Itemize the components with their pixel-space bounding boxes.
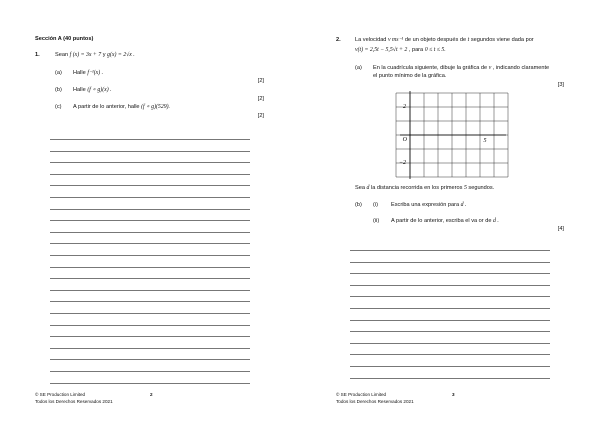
distance-text-c: segundos. [468, 185, 495, 191]
answer-line[interactable] [350, 285, 550, 286]
part-b-marks: [2] [257, 96, 264, 102]
function-f-definition: f (x) = 3x + 7 [69, 52, 102, 58]
answer-line[interactable] [350, 250, 550, 251]
answer-line[interactable] [50, 290, 250, 291]
q2-text-b: de un objeto después de [404, 37, 467, 43]
distance-d-symbol: d [366, 185, 370, 191]
answer-line[interactable] [50, 383, 250, 384]
answer-line[interactable] [50, 232, 250, 233]
answer-line[interactable] [50, 139, 250, 140]
page-number: 3 [452, 392, 455, 397]
time-domain: 0 ≤ t ≤ 5. [424, 47, 446, 53]
answer-line[interactable] [50, 151, 250, 152]
answer-line[interactable] [50, 243, 250, 244]
answer-line[interactable] [50, 325, 250, 326]
q2-part-b-label: (b) [355, 202, 362, 208]
right-page [300, 0, 600, 424]
answer-line[interactable] [50, 301, 250, 302]
part-b-math: (f ∘ g)(x) . [87, 87, 112, 93]
part-a-marks: [2] [257, 78, 264, 84]
q2-part-b-i-label: (i) [373, 202, 378, 208]
footer-rights: Todos los Derechos Reservados 2021 [336, 399, 414, 404]
q2-part-a-line1 [373, 65, 549, 72]
q2b-ii-instruction: A partir de lo anterior, escriba el va or de [391, 218, 492, 224]
part-b-label: (b) [55, 87, 62, 93]
part-b-instruction: Halle [73, 87, 86, 93]
answer-line[interactable] [50, 197, 250, 198]
part-a-instruction: Halle [73, 70, 86, 76]
question-2-line2 [355, 47, 446, 54]
footer-rights: Todos los Derechos Reservados 2021 [35, 399, 113, 404]
answer-line[interactable] [350, 331, 550, 332]
answer-line[interactable] [50, 255, 250, 256]
question-1-number: 1. [35, 52, 40, 58]
distance-5: 5 [463, 185, 467, 191]
distance-text-b: la distancia recorrida en los primeros [370, 185, 463, 191]
answer-line[interactable] [50, 336, 250, 337]
q2-text-c: segundos viene dada por [470, 37, 534, 43]
velocity-formula: v(t) = 2,5t − 5,5√t + 2 [355, 47, 408, 53]
q2-part-a-line2: el punto mínimo de la gráfica. [373, 73, 447, 79]
answer-line[interactable] [50, 220, 250, 221]
part-c-math: (f ∘ g)(529). [141, 104, 171, 110]
answer-line[interactable] [350, 273, 550, 274]
q2a-text-b: , indicando claramente [492, 65, 550, 71]
question-1-lead: Sean [55, 52, 69, 58]
answer-line[interactable] [50, 313, 250, 314]
q2b-i-math: d . [460, 202, 467, 208]
answer-grid[interactable] [390, 86, 510, 182]
q2-para: , para [408, 47, 424, 53]
part-b-text [73, 87, 112, 94]
question-2-line1 [355, 37, 534, 44]
velocity-unit: v ms⁻¹ [387, 37, 404, 43]
q2a-v-symbol: v [488, 65, 492, 71]
answer-line[interactable] [350, 308, 550, 309]
part-a-text [73, 70, 103, 77]
answer-line[interactable] [50, 278, 250, 279]
question-2-number: 2. [336, 37, 341, 43]
answer-line[interactable] [350, 354, 550, 355]
answer-line[interactable] [50, 267, 250, 268]
distance-text-a: Sea [355, 185, 365, 191]
x-tick-5: 5 [483, 138, 487, 144]
y-tick-neg2: −2 [398, 160, 406, 166]
function-g-definition: g(x) = 2√x . [107, 52, 135, 58]
answer-line[interactable] [50, 209, 250, 210]
part-a-label: (a) [55, 70, 62, 76]
q2-part-b-ii-text [391, 218, 499, 225]
question-1-conjunction: y [102, 52, 106, 58]
q2a-text-a: En la cuadrícula siguiente, dibuje la gráfica de [373, 65, 488, 71]
q2-part-a-label: (a) [355, 65, 362, 71]
part-a-math: f⁻¹(x) . [87, 70, 104, 76]
section-title: Sección A (40 puntos) [35, 36, 94, 42]
distance-definition [355, 185, 494, 192]
answer-line[interactable] [50, 359, 250, 360]
q2-t-symbol: t [467, 37, 470, 43]
answer-line[interactable] [50, 371, 250, 372]
answer-line[interactable] [50, 162, 250, 163]
origin-label: O [402, 137, 407, 143]
q2-part-b-marks: [4] [557, 226, 564, 232]
answer-line[interactable] [50, 348, 250, 349]
q2-part-a-marks: [3] [557, 82, 564, 88]
answer-line[interactable] [350, 343, 550, 344]
y-tick-2: 2 [403, 104, 406, 110]
footer-copyright: © SE Production Limited [35, 392, 86, 397]
question-1-stem [55, 52, 135, 59]
q2b-ii-math: d . [493, 218, 499, 224]
part-c-label: (c) [55, 104, 62, 110]
part-c-text [73, 104, 170, 111]
answer-line[interactable] [350, 378, 550, 379]
answer-line[interactable] [350, 262, 550, 263]
part-c-instruction: A partir de lo anterior, halle [73, 104, 140, 110]
answer-line[interactable] [350, 366, 550, 367]
part-c-marks: [2] [257, 113, 264, 119]
q2b-i-instruction: Escriba una expresión para [391, 202, 460, 208]
answer-line[interactable] [350, 320, 550, 321]
q2-part-b-i-text [391, 202, 466, 209]
q2-part-b-ii-label: (ii) [373, 218, 380, 224]
footer-copyright: © SE Production Limited [336, 392, 387, 397]
answer-line[interactable] [50, 174, 250, 175]
answer-line[interactable] [50, 185, 250, 186]
q2-text-a: La velocidad [355, 37, 387, 43]
answer-line[interactable] [350, 296, 550, 297]
page-number: 2 [150, 392, 153, 397]
